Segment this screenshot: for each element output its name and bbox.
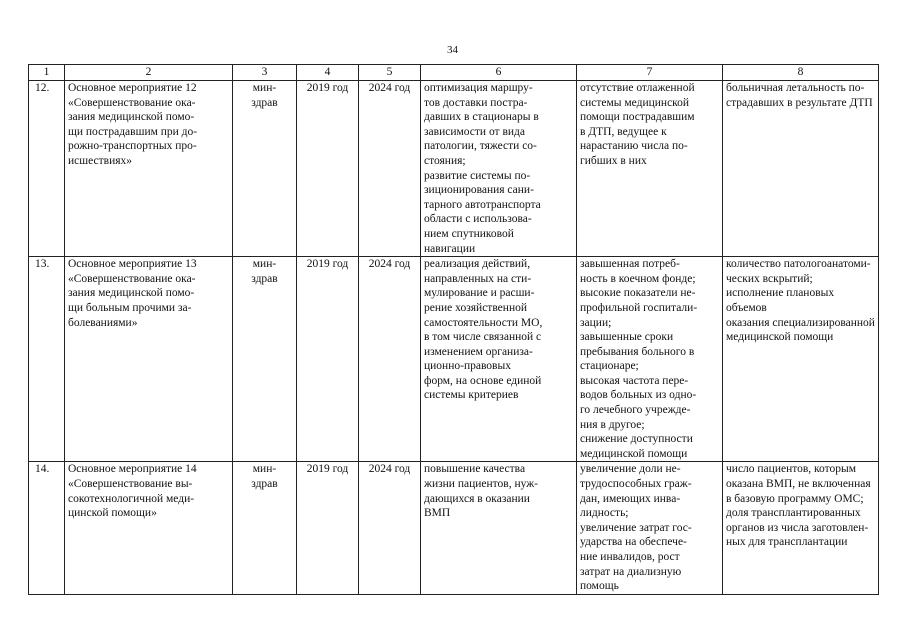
header-cell-1: 1: [29, 65, 65, 81]
indicators: количество патологоанатоми- ческих вскрытий; исполнение плановых объемов оказания специализированной медицинской помощи: [723, 257, 879, 462]
table-row: [29, 462, 879, 594]
row-number: 14.: [29, 462, 65, 594]
page-number: 34: [447, 44, 458, 56]
header-cell-3: 3: [233, 65, 297, 81]
end-year: 2024 год: [359, 462, 421, 594]
measure-name: Основное мероприятие 14 «Совершенствование вы- сокотехнологичной меди- цинской помощи»: [65, 462, 233, 594]
measure-name: Основное мероприятие 12 «Совершенствование ока- зания медицинской помо- щи пострадавшим при до- рожно-транспортных про- исшествиях»: [65, 81, 233, 257]
header-cell-7: 7: [577, 65, 723, 81]
measure-content: повышение качества жизни пациентов, нуж- дающихся в оказании ВМП: [421, 462, 577, 594]
measure-content: реализация действий, направленных на сти- мулирование и расши- рение хозяйственной самостоятельности МО, в том числе связанной с изменением организа- ционно-правовых форм, на основе единой системы критериев: [421, 257, 577, 462]
measures-table: [28, 64, 879, 595]
end-year: 2024 год: [359, 257, 421, 462]
header-cell-5: 5: [359, 65, 421, 81]
consequences: завышенная потреб- ность в коечном фонде; высокие показатели не- профильной госпитали- зации; завышенные сроки пребывания больного в стационаре; высокая частота пере- водов больных из одно- го лечебного учрежде- ния в другое; снижение доступности медицинской помощи: [577, 257, 723, 462]
executor: мин- здрав: [233, 257, 297, 462]
indicators: больничная летальность по- страдавших в результате ДТП: [723, 81, 879, 257]
start-year: 2019 год: [297, 257, 359, 462]
header-cell-2: 2: [65, 65, 233, 81]
table-row: [29, 81, 879, 257]
measure-content: оптимизация маршру- тов доставки постра- давших в стационары в зависимости от вида патологии, тяжести со- стояния; развитие системы по- зиционирования сани- тарного автотранспорта области с использова- нием спутниковой навигации: [421, 81, 577, 257]
row-number: 12.: [29, 81, 65, 257]
executor: мин- здрав: [233, 81, 297, 257]
header-cell-8: 8: [723, 65, 879, 81]
table-row: [29, 257, 879, 462]
executor: мин- здрав: [233, 462, 297, 594]
start-year: 2019 год: [297, 462, 359, 594]
start-year: 2019 год: [297, 81, 359, 257]
indicators: число пациентов, которым оказана ВМП, не включенная в базовую программу ОМС; доля трансплантированных органов из числа заготовлен- ных для трансплантации: [723, 462, 879, 594]
header-cell-4: 4: [297, 65, 359, 81]
consequences: увеличение доли не- трудоспособных граж- дан, имеющих инва- лидность; увеличение затрат гос- ударства на обеспече- ние инвалидов, рост затрат на диализную помощь: [577, 462, 723, 594]
header-row: [29, 65, 879, 81]
row-number: 13.: [29, 257, 65, 462]
consequences: отсутствие отлаженной системы медицинской помощи пострадавшим в ДТП, ведущее к нарастанию числа по- гибших в них: [577, 81, 723, 257]
measure-name: Основное мероприятие 13 «Совершенствование ока- зания медицинской помо- щи больным прочими за- болеваниями»: [65, 257, 233, 462]
end-year: 2024 год: [359, 81, 421, 257]
header-cell-6: 6: [421, 65, 577, 81]
